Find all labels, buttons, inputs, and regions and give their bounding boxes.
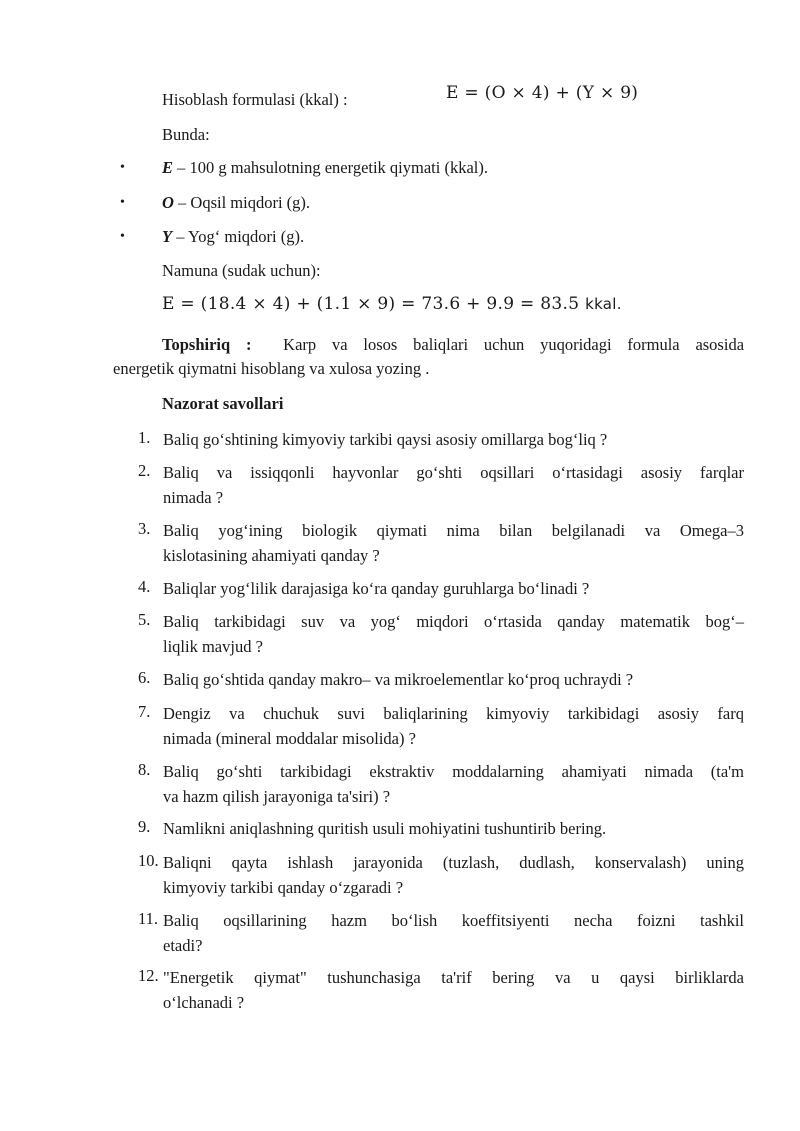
question-text: [163, 759, 744, 809]
question-line: Baliqlar yog‘lilik darajasiga ko‘ra qanday guruhlarga bo‘linadi ?: [163, 579, 590, 598]
question-number: 8.: [138, 760, 151, 779]
definition-symbol: E: [162, 158, 174, 177]
question-line: Baliq go‘shtida qanday makro– va mikroelementlar ko‘proq uchraydi ?: [163, 670, 634, 689]
question-number: 3.: [138, 519, 151, 538]
example-formula: [162, 294, 622, 314]
question-line: liqlik mavjud ?: [163, 637, 263, 656]
question-line: Baliq tarkibidagi suv va yog‘ miqdori o‘rtasida qanday matematik bog‘–: [163, 612, 744, 631]
question-number: 2.: [138, 461, 151, 480]
question-number: 12.: [138, 966, 159, 985]
question-line: Dengiz va chuchuk suvi baliqlarining kimyoviy tarkibidagi asosiy farq: [163, 704, 744, 723]
definition-symbol: Y: [162, 227, 173, 246]
definition-e: [162, 157, 488, 179]
question-line: Baliq yog‘ining biologik qiymati nima bilan belgilanadi va Omega–3: [163, 521, 744, 540]
question-number: 5.: [138, 610, 151, 629]
question-text: [163, 701, 744, 751]
question-line: kimyoviy tarkibi qanday o‘zgaradi ?: [163, 878, 404, 897]
example-formula-unit: kkal.: [585, 295, 622, 313]
bunda-label: Bunda:: [162, 125, 210, 144]
question-number: 11.: [138, 909, 159, 928]
question-line: Baliq go‘shtining kimyoviy tarkibi qaysi asosiy omillarga bog‘liq ?: [163, 430, 608, 449]
example-formula-expression: E = (18.4 × 4) + (1.1 × 9) = 73.6 + 9.9 = 83.5: [162, 294, 580, 314]
question-number: 7.: [138, 702, 151, 721]
question-text: [163, 816, 744, 841]
question-line: nimada ?: [163, 488, 224, 507]
question-line: Baliq oqsillarining hazm bo‘lish koeffitsiyenti necha foizni tashkil: [163, 911, 744, 930]
bullet-icon: •: [120, 195, 125, 210]
question-line: kislotasining ahamiyati qanday ?: [163, 546, 380, 565]
energy-formula: E = (O × 4) + (Y × 9): [446, 83, 639, 103]
definition-o: [162, 192, 310, 214]
definition-text: – Yog‘ miqdori (g).: [172, 227, 305, 246]
definition-y: [162, 226, 304, 248]
definition-text: – Oqsil miqdori (g).: [173, 193, 311, 212]
formula-intro: Hisoblash formulasi (kkal) :: [162, 90, 348, 109]
question-line: Baliq va issiqqonli hayvonlar go‘shti oqsillari o‘rtasidagi asosiy farqlar: [163, 463, 744, 482]
task-line-2: energetik qiymatni hisoblang va xulosa yozing .: [113, 359, 430, 378]
question-text: [163, 667, 744, 692]
question-number: 9.: [138, 817, 151, 836]
question-line: nimada (mineral moddalar misolida) ?: [163, 729, 416, 748]
bullet-icon: •: [120, 160, 125, 175]
task-text: Karp va losos baliqlari uchun yuqoridagi formula asosida: [283, 335, 745, 354]
question-text: [163, 518, 744, 568]
question-text: [163, 965, 744, 1015]
question-line: o‘lchanadi ?: [163, 993, 245, 1012]
questions-title: Nazorat savollari: [162, 394, 284, 413]
question-text: [163, 460, 744, 510]
question-line: Baliq go‘shti tarkibidagi ekstraktiv moddalarning ahamiyati nimada (ta'm: [163, 762, 744, 781]
question-line: "Energetik qiymat" tushunchasiga ta'rif bering va u qaysi birliklarda: [163, 968, 744, 987]
question-number: 1.: [138, 428, 151, 447]
example-intro: Namuna (sudak uchun):: [162, 261, 321, 280]
question-text: [163, 576, 744, 601]
task-label: Topshiriq :: [162, 335, 252, 354]
question-number: 4.: [138, 577, 151, 596]
question-line: etadi?: [163, 936, 203, 955]
question-line: Namlikni aniqlashning quritish usuli mohiyatini tushuntirib bering.: [163, 819, 607, 838]
question-text: [163, 427, 744, 452]
task-line-1: [162, 334, 744, 356]
question-text: [163, 609, 744, 659]
definition-symbol: O: [162, 193, 174, 212]
question-text: [163, 850, 744, 900]
question-number: 6.: [138, 668, 151, 687]
question-line: va hazm qilish jarayoniga ta'siri) ?: [163, 787, 391, 806]
bullet-icon: •: [120, 229, 125, 244]
question-text: [163, 908, 744, 958]
question-number: 10.: [138, 851, 159, 870]
question-line: Baliqni qayta ishlash jarayonida (tuzlash, dudlash, konservalash) uning: [163, 853, 744, 872]
definition-text: – 100 g mahsulotning energetik qiymati (kkal).: [173, 158, 488, 177]
